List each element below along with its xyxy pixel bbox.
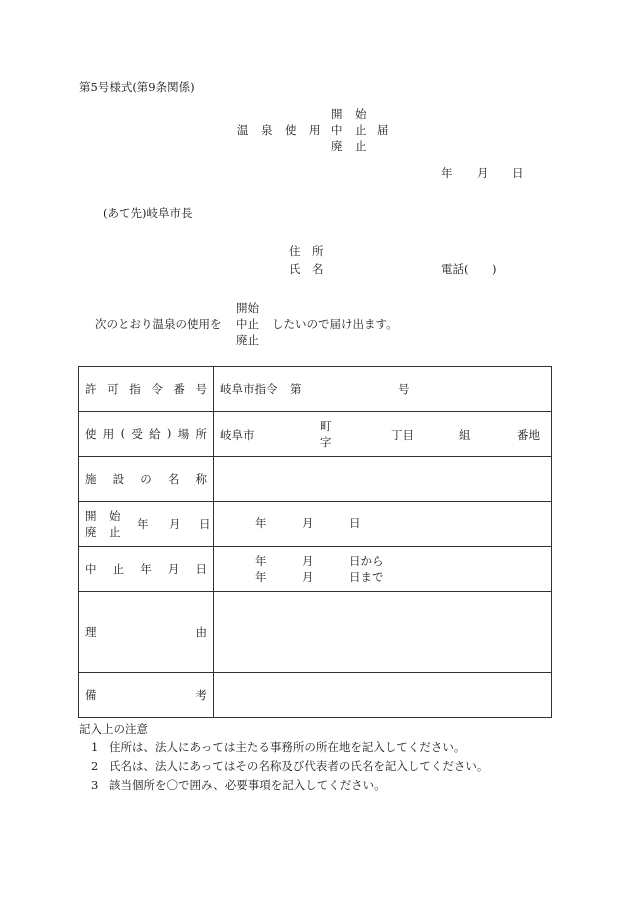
label-char: (	[120, 426, 126, 440]
start-end-year: 年	[255, 516, 267, 530]
suspend-to-year: 年	[255, 570, 267, 584]
suspend-label	[79, 547, 214, 592]
table-row-permit	[79, 367, 552, 412]
location-machi: 町	[320, 419, 332, 433]
option-abolish-2: 止	[355, 139, 367, 153]
label-char: 日	[199, 517, 211, 531]
label-char: 番	[173, 382, 185, 396]
label-char: 年	[137, 517, 149, 531]
address-label-2: 所	[312, 244, 324, 258]
location-city: 岐阜市	[220, 428, 255, 442]
remarks-label	[79, 673, 214, 718]
start-end-value[interactable]	[214, 502, 552, 547]
title-char: 用	[309, 123, 321, 137]
permit-prefix: 岐阜市指令	[220, 382, 278, 396]
label-char: 中	[85, 562, 97, 576]
location-label	[79, 412, 214, 457]
label-char: 止	[109, 525, 121, 539]
suspend-to-day: 日まで	[349, 570, 384, 584]
name-label-1: 氏	[289, 262, 301, 276]
title-char: 温	[237, 123, 249, 137]
start-end-label	[79, 502, 214, 547]
label-char: 月	[167, 562, 180, 576]
facility-label	[79, 457, 214, 502]
label-char: 止	[112, 562, 125, 576]
location-kumi: 組	[459, 428, 471, 442]
label-char: 日	[195, 562, 207, 576]
table-row-facility	[79, 457, 552, 502]
statement-option-suspend: 中止	[236, 317, 259, 331]
permit-dai: 第	[290, 382, 302, 396]
option-start-1: 開	[331, 107, 343, 121]
option-suspend-2: 止	[355, 123, 367, 137]
start-end-day: 日	[349, 516, 361, 530]
phone-close: )	[492, 262, 497, 276]
label-char: 令	[151, 382, 163, 396]
location-chome: 丁目	[391, 428, 414, 442]
label-char: 用	[102, 427, 115, 441]
name-label-2: 名	[312, 262, 324, 276]
suspend-from-month: 月	[302, 554, 314, 568]
note-number: 3	[91, 778, 99, 792]
statement-option-abolish: 廃止	[236, 333, 259, 347]
reason-label	[79, 592, 214, 673]
reason-value[interactable]	[214, 592, 552, 673]
statement-before: 次のとおり温泉の使用を	[95, 317, 222, 331]
note-text: 住所は、法人にあっては主たる事務所の所在地を記入してください。	[109, 740, 466, 754]
statement-option-start: 開始	[236, 301, 259, 315]
table-row-reason	[79, 592, 552, 673]
phone-label: 電話(	[441, 262, 469, 276]
title-char: 泉	[261, 123, 273, 137]
table-row-remarks	[79, 673, 552, 718]
note-number: 2	[91, 759, 99, 773]
option-start-2: 始	[355, 107, 367, 121]
option-abolish-1: 廃	[331, 139, 343, 153]
statement-after: したいので届け出ます。	[272, 317, 398, 331]
location-value[interactable]	[214, 412, 552, 457]
suspend-value[interactable]	[214, 547, 552, 592]
table-row-suspend	[79, 547, 552, 592]
label-char: 称	[195, 472, 207, 486]
label-char: 可	[107, 382, 119, 396]
label-char: 使	[85, 427, 97, 441]
label-char: 開	[85, 509, 97, 523]
note-text: 氏名は、法人にあってはその名称及び代表者の氏名を記入してください。	[109, 759, 489, 773]
note-text: 該当個所を〇で囲み、必要事項を記入してください。	[109, 778, 386, 792]
label-char: 年	[140, 562, 152, 576]
suspend-to-month: 月	[302, 570, 314, 584]
label-char: 月	[169, 517, 181, 531]
label-char: の	[140, 472, 152, 486]
suspend-from-year: 年	[255, 554, 267, 568]
addressee: (あて先)岐阜市長	[103, 206, 193, 220]
form-table	[78, 366, 552, 718]
form-number: 第5号様式(第9条関係)	[79, 80, 195, 94]
location-banchi: 番地	[517, 428, 540, 442]
permit-label	[79, 367, 214, 412]
label-char: 号	[195, 382, 207, 396]
suspend-from-day: 日から	[349, 554, 384, 568]
date-month: 月	[477, 166, 489, 180]
table-row-location	[79, 412, 552, 457]
label-char: 名	[167, 472, 180, 486]
option-suspend-1: 中	[331, 123, 343, 137]
label-char: 給	[149, 427, 161, 441]
note-number: 1	[91, 740, 99, 754]
date-day: 日	[512, 166, 524, 180]
date-year: 年	[441, 166, 453, 180]
label-char: 場	[177, 427, 190, 441]
label-char: 受	[131, 427, 143, 441]
label-char: 始	[109, 509, 121, 523]
label-char: 所	[195, 427, 207, 441]
label-char: )	[166, 426, 172, 440]
permit-go: 号	[398, 382, 410, 396]
address-label-1: 住	[289, 244, 301, 258]
facility-value[interactable]	[214, 457, 552, 502]
label-char: 廃	[85, 525, 97, 539]
start-end-month: 月	[302, 516, 314, 530]
remarks-value[interactable]	[214, 673, 552, 718]
label-char: 許	[85, 382, 97, 396]
label-char: 備	[85, 688, 97, 702]
location-aza: 字	[320, 435, 332, 449]
label-char: 由	[195, 625, 207, 639]
label-char: 施	[85, 472, 97, 486]
title-suffix: 届	[377, 123, 389, 137]
table-row-start-end	[79, 502, 552, 547]
title-char: 使	[285, 123, 297, 137]
label-char: 理	[85, 625, 97, 639]
label-char: 指	[129, 382, 141, 396]
permit-value[interactable]	[214, 367, 552, 412]
label-char: 考	[195, 688, 207, 702]
label-char: 設	[112, 472, 125, 486]
notes-heading: 記入上の注意	[79, 722, 148, 736]
